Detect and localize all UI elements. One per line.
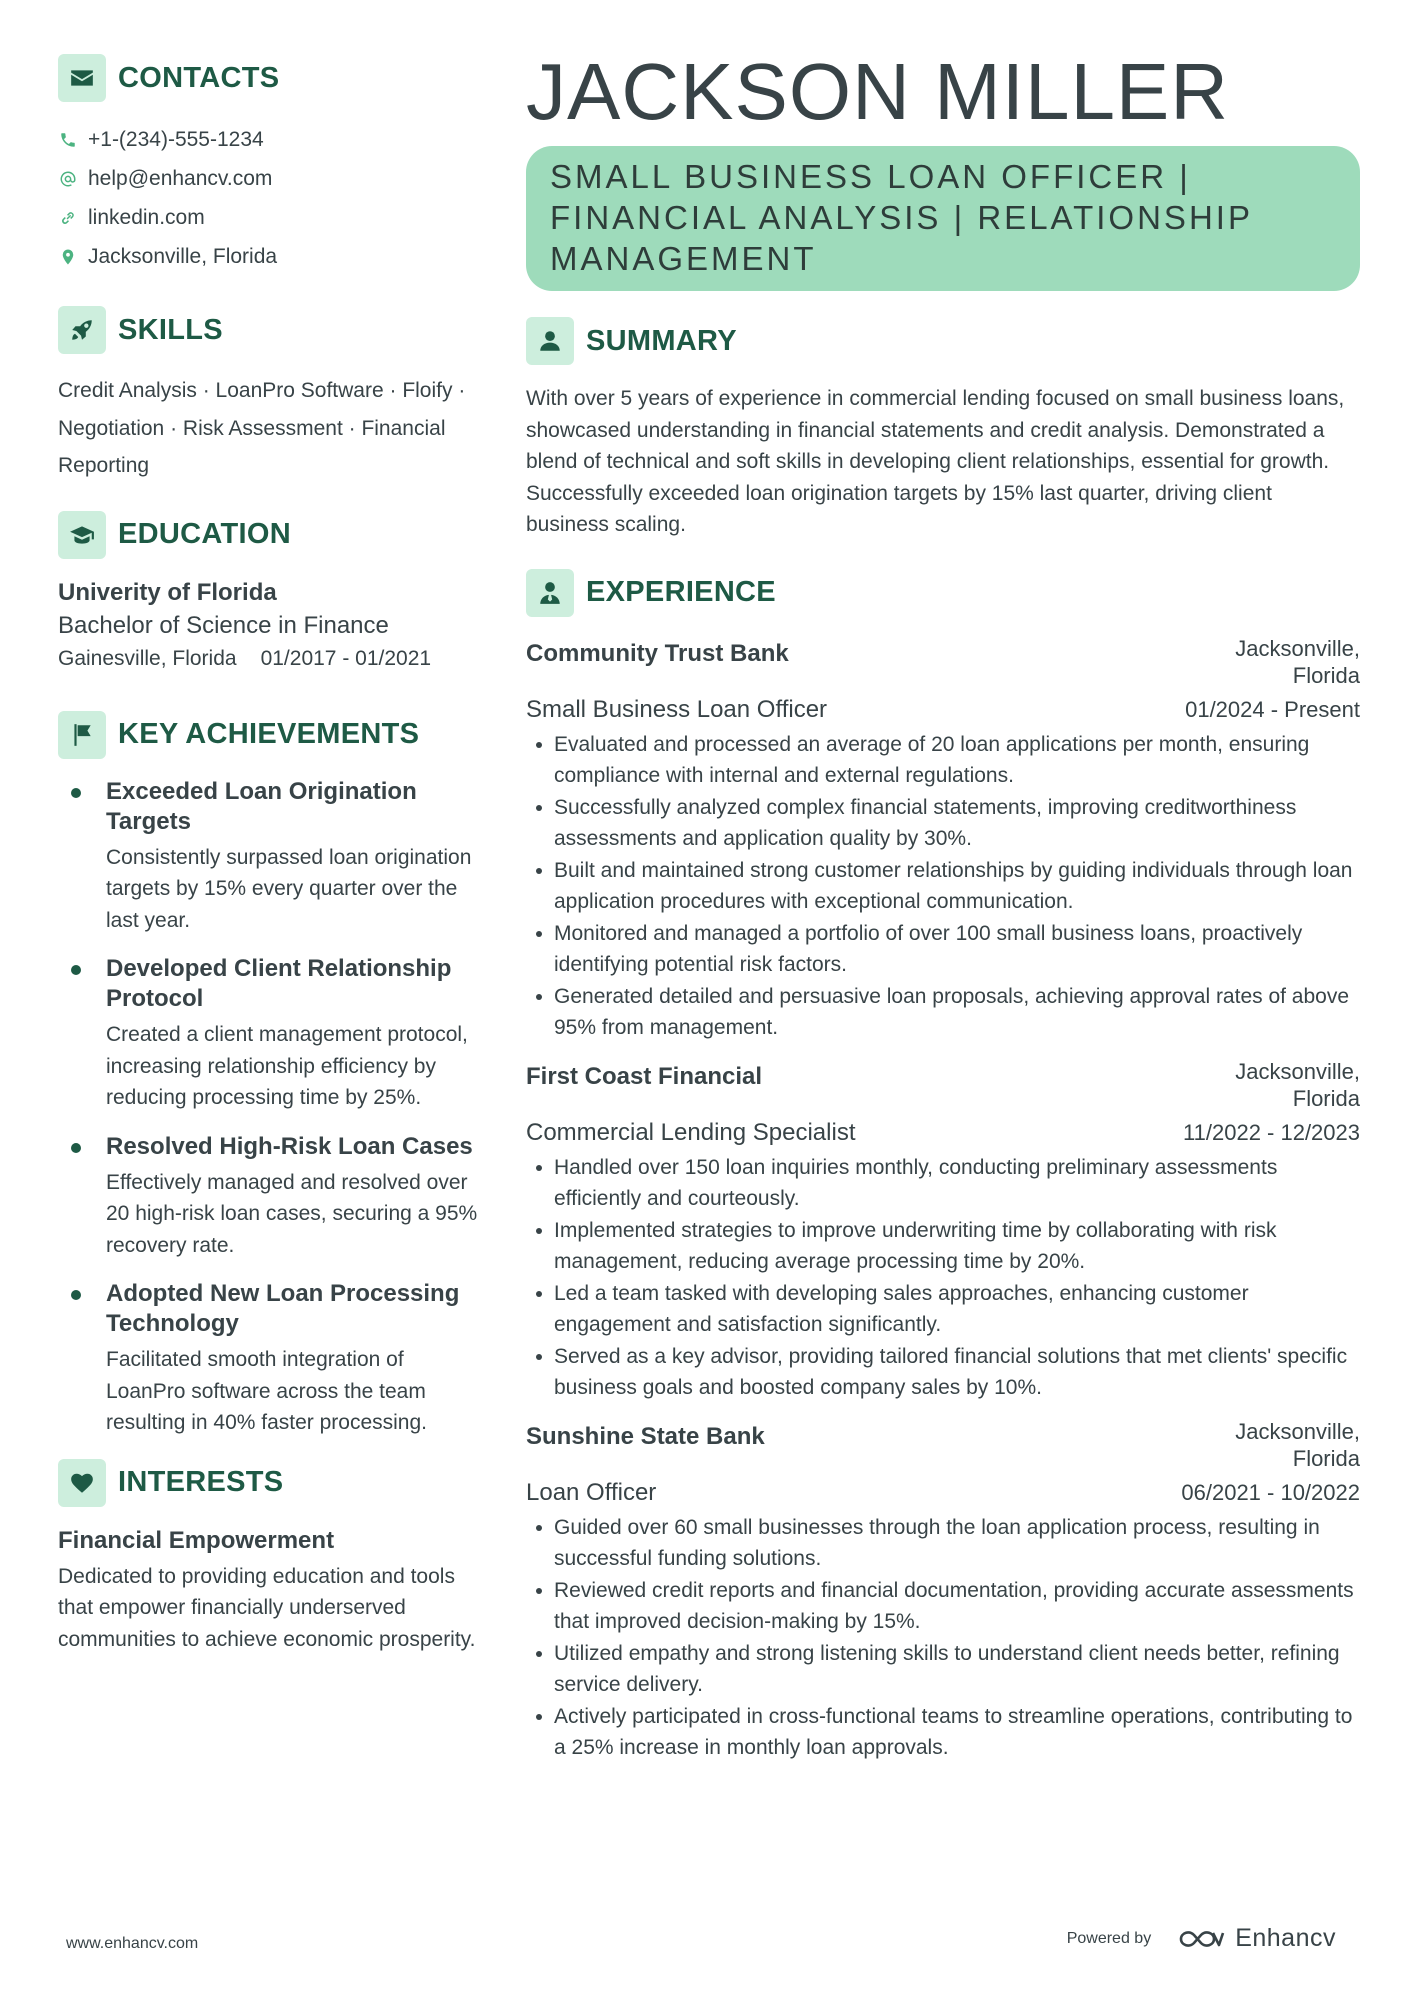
education-school: Univerity of Florida — [58, 578, 277, 606]
interest-title: Financial Empowerment — [58, 1526, 335, 1554]
job-bullet: Served as a key advisor, providing tailored financial solutions that met clients' specific business goals and boosted company sales by 10%. — [526, 1341, 1360, 1404]
user-icon — [526, 317, 574, 365]
brand-name: Enhancv — [1235, 1924, 1336, 1952]
contact-email-text: help@enhancv.com — [88, 166, 273, 190]
summary-header — [526, 317, 1360, 365]
interests-header — [58, 1459, 478, 1507]
achievement-item — [58, 954, 478, 1114]
achievements-title: KEY ACHIEVEMENTS — [118, 718, 420, 750]
achievements-list — [58, 777, 478, 1439]
enhancv-logo-icon — [1177, 1925, 1225, 1953]
location-pin-icon — [58, 247, 78, 267]
job-location: Jacksonville, Florida — [1235, 1058, 1360, 1111]
contact-linkedin[interactable] — [58, 198, 478, 237]
link-icon — [58, 208, 78, 228]
job-bullet: Evaluated and processed an average of 20 loan applications per month, ensuring compliance with internal and external regulations. — [526, 729, 1360, 792]
heart-icon — [58, 1459, 106, 1507]
job-dates: 01/2024 - Present — [1185, 696, 1360, 722]
right-column — [526, 48, 1360, 1778]
job-bullet: Successfully analyzed complex financial statements, improving creditworthiness assessments and application quality by 30%. — [526, 792, 1360, 855]
job-title-row — [526, 1118, 1360, 1148]
interest-desc: Dedicated to providing education and tools that empower financially underserved communities to achieve economic prosperity. — [58, 1564, 476, 1651]
job-bullet: Monitored and managed a portfolio of over 100 small business loans, proactively identifying potential risk factors. — [526, 918, 1360, 981]
at-icon — [58, 169, 78, 189]
enhancv-logo[interactable] — [1177, 1924, 1336, 1953]
achievement-desc: Facilitated smooth integration of LoanPro software across the team resulting in 40% faster processing. — [106, 1348, 427, 1434]
contacts-title: CONTACTS — [118, 61, 280, 94]
job-title-row — [526, 695, 1360, 725]
job-bullet: Led a team tasked with developing sales approaches, enhancing customer engagement and satisfaction significantly. — [526, 1278, 1360, 1341]
job-header-row — [526, 1058, 1360, 1112]
job-bullet: Handled over 150 loan inquiries monthly, conducting preliminary assessments efficiently and courteously. — [526, 1152, 1360, 1215]
summary-title: SUMMARY — [586, 324, 737, 357]
contact-phone[interactable] — [58, 120, 478, 159]
job-entry — [526, 1418, 1360, 1764]
job-dates: 06/2021 - 10/2022 — [1181, 1479, 1360, 1505]
contacts-header — [58, 54, 478, 102]
bullet-icon — [71, 1290, 81, 1300]
education-dates: 01/2017 - 01/2021 — [260, 646, 432, 670]
achievement-item — [58, 1279, 478, 1439]
rocket-icon — [58, 306, 106, 354]
graduation-cap-icon — [58, 511, 106, 559]
achievement-title: Adopted New Loan Processing Technology — [106, 1280, 460, 1337]
experience-header — [526, 569, 1360, 617]
job-entry — [526, 1058, 1360, 1404]
job-bullets — [526, 1152, 1360, 1404]
contact-phone-text: +1-(234)-555-1234 — [88, 127, 264, 151]
user-tie-icon — [526, 569, 574, 617]
job-bullet: Built and maintained strong customer relationships by guiding individuals through loan application procedures with exceptional communication. — [526, 855, 1360, 918]
job-bullets — [526, 729, 1360, 1044]
education-title: EDUCATION — [118, 518, 291, 550]
bullet-icon — [71, 1143, 81, 1153]
bullet-icon — [71, 788, 81, 798]
job-header-row — [526, 1418, 1360, 1472]
job-location: Jacksonville, Florida — [1235, 1418, 1360, 1471]
job-entry — [526, 635, 1360, 1044]
job-dates: 11/2022 - 12/2023 — [1183, 1119, 1360, 1145]
job-header-row — [526, 635, 1360, 689]
tagline-box — [526, 146, 1360, 291]
achievement-title: Resolved High-Risk Loan Cases — [106, 1132, 473, 1160]
envelope-icon — [58, 54, 106, 102]
education-location: Gainesville, Florida — [58, 646, 237, 670]
interests-title: INTERESTS — [118, 1466, 284, 1498]
job-bullet: Guided over 60 small businesses through the loan application process, resulting in successful funding solutions. — [526, 1512, 1360, 1575]
job-bullet: Utilized empathy and strong listening skills to understand client needs better, refining service delivery. — [526, 1638, 1360, 1701]
job-bullets — [526, 1512, 1360, 1764]
job-title-row — [526, 1478, 1360, 1508]
experience-title: EXPERIENCE — [586, 576, 776, 608]
education-meta — [58, 643, 478, 675]
job-company: Community Trust Bank — [526, 639, 789, 667]
skills-title: SKILLS — [118, 313, 223, 346]
bullet-icon — [71, 965, 81, 975]
job-bullet: Reviewed credit reports and financial documentation, providing accurate assessments that improved decision-making by 15%. — [526, 1575, 1360, 1638]
footer-website-link[interactable]: www.enhancv.com — [66, 1935, 199, 1952]
left-column — [58, 54, 478, 1655]
achievement-desc: Created a client management protocol, increasing relationship efficiency by reducing processing time by 25%. — [106, 1023, 468, 1109]
footer-powered — [1067, 1924, 1336, 1953]
achievement-item — [58, 777, 478, 937]
phone-icon — [58, 130, 78, 150]
candidate-name: JACKSON MILLER — [526, 47, 1230, 136]
job-title: Commercial Lending Specialist — [526, 1118, 856, 1146]
achievement-item — [58, 1132, 478, 1262]
skills-header — [58, 306, 478, 354]
job-company: Sunshine State Bank — [526, 1422, 765, 1450]
contact-location-text: Jacksonville, Florida — [88, 244, 278, 268]
job-title: Small Business Loan Officer — [526, 695, 828, 723]
job-title: Loan Officer — [526, 1478, 657, 1506]
summary-text: With over 5 years of experience in commercial lending focused on small business loans, showcased understanding in financial statements and credit analysis. Demonstrated a blend of technical and soft skills in developing client relationships, essential for growth. Successfully exceeded loan origination targets by 15% last quarter, driving client business scaling. — [526, 387, 1345, 536]
education-degree: Bachelor of Science in Finance — [58, 611, 389, 639]
achievement-desc: Consistently surpassed loan origination targets by 15% every quarter over the last year. — [106, 845, 472, 932]
contact-email[interactable] — [58, 159, 478, 198]
flag-icon — [58, 711, 106, 759]
job-company: First Coast Financial — [526, 1062, 763, 1090]
job-bullet: Implemented strategies to improve underwriting time by collaborating with risk management, reducing average processing time by 20%. — [526, 1215, 1360, 1278]
job-location: Jacksonville, Florida — [1235, 635, 1360, 688]
tagline: SMALL BUSINESS LOAN OFFICER | FINANCIAL ANALYSIS | RELATIONSHIP MANAGEMENT — [550, 158, 1253, 277]
education-header — [58, 511, 478, 559]
powered-by-label: Powered by — [1066, 1929, 1152, 1947]
skills-list: Credit Analysis · LoanPro Software · Floify · Negotiation · Risk Assessment · Financial Reporting — [58, 379, 466, 477]
contact-linkedin-text: linkedin.com — [88, 205, 205, 229]
contact-list — [58, 120, 478, 276]
achievement-title: Developed Client Relationship Protocol — [106, 955, 452, 1012]
achievement-desc: Effectively managed and resolved over 20 high-risk loan cases, securing a 95% recovery rate. — [106, 1170, 478, 1257]
achievements-header — [58, 711, 478, 759]
achievement-title: Exceeded Loan Origination Targets — [106, 777, 417, 835]
job-bullet: Generated detailed and persuasive loan proposals, achieving approval rates of above 95% from management. — [526, 981, 1360, 1044]
job-bullet: Actively participated in cross-functional teams to streamline operations, contributing to a 25% increase in monthly loan approvals. — [526, 1701, 1360, 1764]
contact-location — [58, 237, 478, 276]
